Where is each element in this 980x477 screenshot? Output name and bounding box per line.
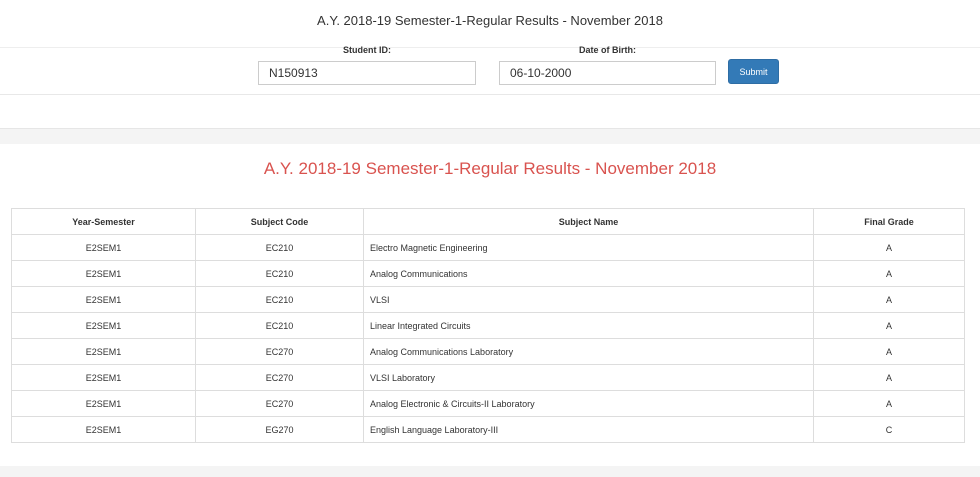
year-semester-cell: E2SEM1 — [12, 261, 196, 287]
subject-name-cell: English Language Laboratory-III — [364, 417, 814, 443]
final-grade-cell: A — [814, 287, 965, 313]
form-bottom-divider — [0, 94, 980, 95]
subject-name-cell: Linear Integrated Circuits — [364, 313, 814, 339]
table-row — [12, 287, 965, 313]
year-semester-cell: E2SEM1 — [12, 417, 196, 443]
subject-code-cell: EC210 — [196, 261, 364, 287]
table-row — [12, 339, 965, 365]
subject-name-cell: VLSI Laboratory — [364, 365, 814, 391]
column-header-year-semester: Year-Semester — [12, 209, 196, 235]
table-row — [12, 365, 965, 391]
final-grade-cell: C — [814, 417, 965, 443]
final-grade-cell: A — [814, 235, 965, 261]
column-header-final-grade: Final Grade — [814, 209, 965, 235]
results-title: A.Y. 2018-19 Semester-1-Regular Results - November 2018 — [263, 159, 717, 178]
subject-code-cell: EG270 — [196, 417, 364, 443]
subject-code-cell: EC210 — [196, 235, 364, 261]
column-header-subject-code: Subject Code — [196, 209, 364, 235]
year-semester-cell: E2SEM1 — [12, 313, 196, 339]
dob-label: Date of Birth: — [579, 45, 636, 55]
submit-button[interactable]: Submit — [728, 59, 779, 84]
table-row — [12, 417, 965, 443]
subject-name-cell: Analog Communications Laboratory — [364, 339, 814, 365]
subject-name-cell: Electro Magnetic Engineering — [364, 235, 814, 261]
student-id-input[interactable] — [258, 61, 476, 85]
year-semester-cell: E2SEM1 — [12, 339, 196, 365]
table-row — [12, 391, 965, 417]
year-semester-cell: E2SEM1 — [12, 287, 196, 313]
year-semester-cell: E2SEM1 — [12, 235, 196, 261]
year-semester-cell: E2SEM1 — [12, 391, 196, 417]
year-semester-cell: E2SEM1 — [12, 365, 196, 391]
subject-code-cell: EC210 — [196, 313, 364, 339]
subject-code-cell: EC270 — [196, 391, 364, 417]
column-header-subject-name: Subject Name — [364, 209, 814, 235]
table-row — [12, 261, 965, 287]
subject-name-cell: VLSI — [364, 287, 814, 313]
subject-name-cell: Analog Electronic & Circuits-II Laboratory — [364, 391, 814, 417]
final-grade-cell: A — [814, 339, 965, 365]
table-row — [12, 313, 965, 339]
results-panel — [0, 144, 980, 466]
final-grade-cell: A — [814, 365, 965, 391]
final-grade-cell: A — [814, 391, 965, 417]
subject-code-cell: EC210 — [196, 287, 364, 313]
search-panel — [0, 0, 980, 129]
subject-code-cell: EC270 — [196, 339, 364, 365]
table-header-row — [12, 209, 965, 235]
form-divider — [0, 47, 980, 48]
dob-input[interactable] — [499, 61, 716, 85]
final-grade-cell: A — [814, 261, 965, 287]
final-grade-cell: A — [814, 313, 965, 339]
table-row — [12, 235, 965, 261]
subject-code-cell: EC270 — [196, 365, 364, 391]
student-id-label: Student ID: — [343, 45, 391, 55]
page-bottom-strip — [0, 466, 980, 477]
page-title: A.Y. 2018-19 Semester-1-Regular Results - November 2018 — [317, 13, 663, 28]
results-table — [11, 208, 965, 443]
subject-name-cell: Analog Communications — [364, 261, 814, 287]
